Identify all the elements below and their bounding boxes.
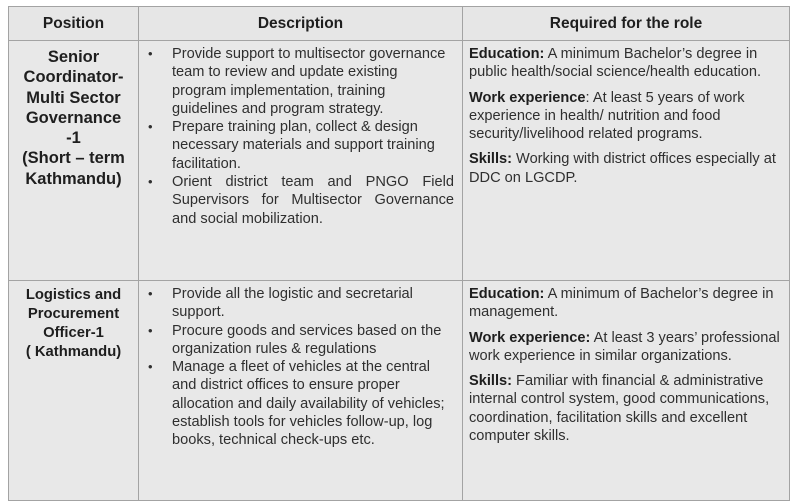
position-title-line: Governance	[25, 108, 122, 127]
duty-item	[145, 285, 454, 322]
table-row	[9, 41, 790, 281]
requirement-label: Work experience:	[469, 329, 591, 346]
position-title-line: Senior	[47, 48, 100, 66]
duty-item	[145, 118, 454, 173]
bullet-icon: •	[148, 359, 153, 375]
requirement-work-experience	[469, 89, 783, 144]
duty-item	[145, 45, 454, 118]
requirement-education	[469, 285, 783, 322]
duty-text: Procure goods and services based on the organization rules & regulations	[172, 322, 442, 357]
requirement-label: Education:	[469, 286, 545, 302]
bullet-icon: •	[148, 46, 153, 61]
requirements-cell	[463, 41, 790, 281]
requirement-education	[469, 45, 783, 82]
requirement-label: Skills:	[469, 151, 512, 168]
bullet-icon: •	[148, 174, 153, 190]
duty-text: Prepare training plan, collect & design necessary materials and support training facilitation.	[172, 119, 435, 172]
duty-item	[145, 322, 454, 359]
position-title-line: Logistics and	[25, 287, 122, 303]
duties-list	[145, 45, 454, 228]
requirement-skills	[469, 150, 783, 187]
requirements-cell	[463, 281, 790, 501]
header-description: Description	[139, 7, 463, 41]
requirement-text: A minimum of Bachelor’s degree in management.	[469, 286, 774, 321]
requirement-text: : At least 5 years of work experience in health/ nutrition and food security/livelihood related programs.	[469, 89, 745, 143]
position-title-line: Kathmandu)	[25, 169, 122, 188]
position-title-line: Officer-1	[43, 325, 104, 341]
header-position: Position	[9, 7, 139, 41]
requirement-text: At least 3 years’ professional work experience in similar organizations.	[469, 329, 780, 364]
requirement-label: Education:	[469, 46, 545, 62]
requirement-text: Familiar with financial & administrative internal control system, good communications, coordination, facilitation skills and excellent computer skills.	[469, 373, 770, 445]
duty-item	[145, 173, 454, 228]
requirement-label: Skills:	[469, 373, 512, 390]
requirement-skills	[469, 372, 783, 445]
position-title-line: Procurement	[27, 306, 120, 322]
requirement-text: A minimum Bachelor’s degree in public health/social science/health education.	[469, 46, 762, 81]
bullet-icon: •	[148, 322, 153, 338]
requirement-label: Work experience	[469, 89, 586, 106]
position-cell	[9, 281, 139, 501]
duty-text: Provide support to multisector governance team to review and update existing program implementation, training guidelines and program strategy.	[172, 46, 446, 117]
position-title-line: -1	[66, 129, 81, 148]
duty-text: Orient district team and PNGO Field Supervisors for Multisector Governance and social mobilization.	[172, 174, 454, 227]
position-title-line: (Short – term	[22, 149, 125, 168]
position-title-line: ( Kathmandu)	[25, 344, 122, 360]
job-positions-table	[8, 6, 790, 501]
bullet-icon: •	[148, 119, 153, 135]
duty-text: Manage a fleet of vehicles at the central and district offices to ensure proper allocation and daily availability of vehicles; establish tools for vehicles follow-up, log books, technical check-ups etc.	[172, 359, 445, 449]
description-cell	[139, 281, 463, 501]
description-cell	[139, 41, 463, 281]
position-title-line: Multi Sector	[26, 88, 121, 107]
requirement-text: Working with district offices especially at DDC on LGCDP.	[469, 151, 776, 186]
position-cell	[9, 41, 139, 281]
table-header-row	[9, 7, 790, 41]
duty-text: Provide all the logistic and secretarial support.	[172, 286, 413, 321]
requirement-work-experience	[469, 329, 783, 366]
position-title-line: Coordinator-	[23, 68, 124, 87]
duty-item	[145, 358, 454, 449]
table-row	[9, 281, 790, 501]
header-requirements: Required for the role	[463, 7, 790, 41]
bullet-icon: •	[148, 286, 153, 301]
duties-list	[145, 285, 454, 450]
